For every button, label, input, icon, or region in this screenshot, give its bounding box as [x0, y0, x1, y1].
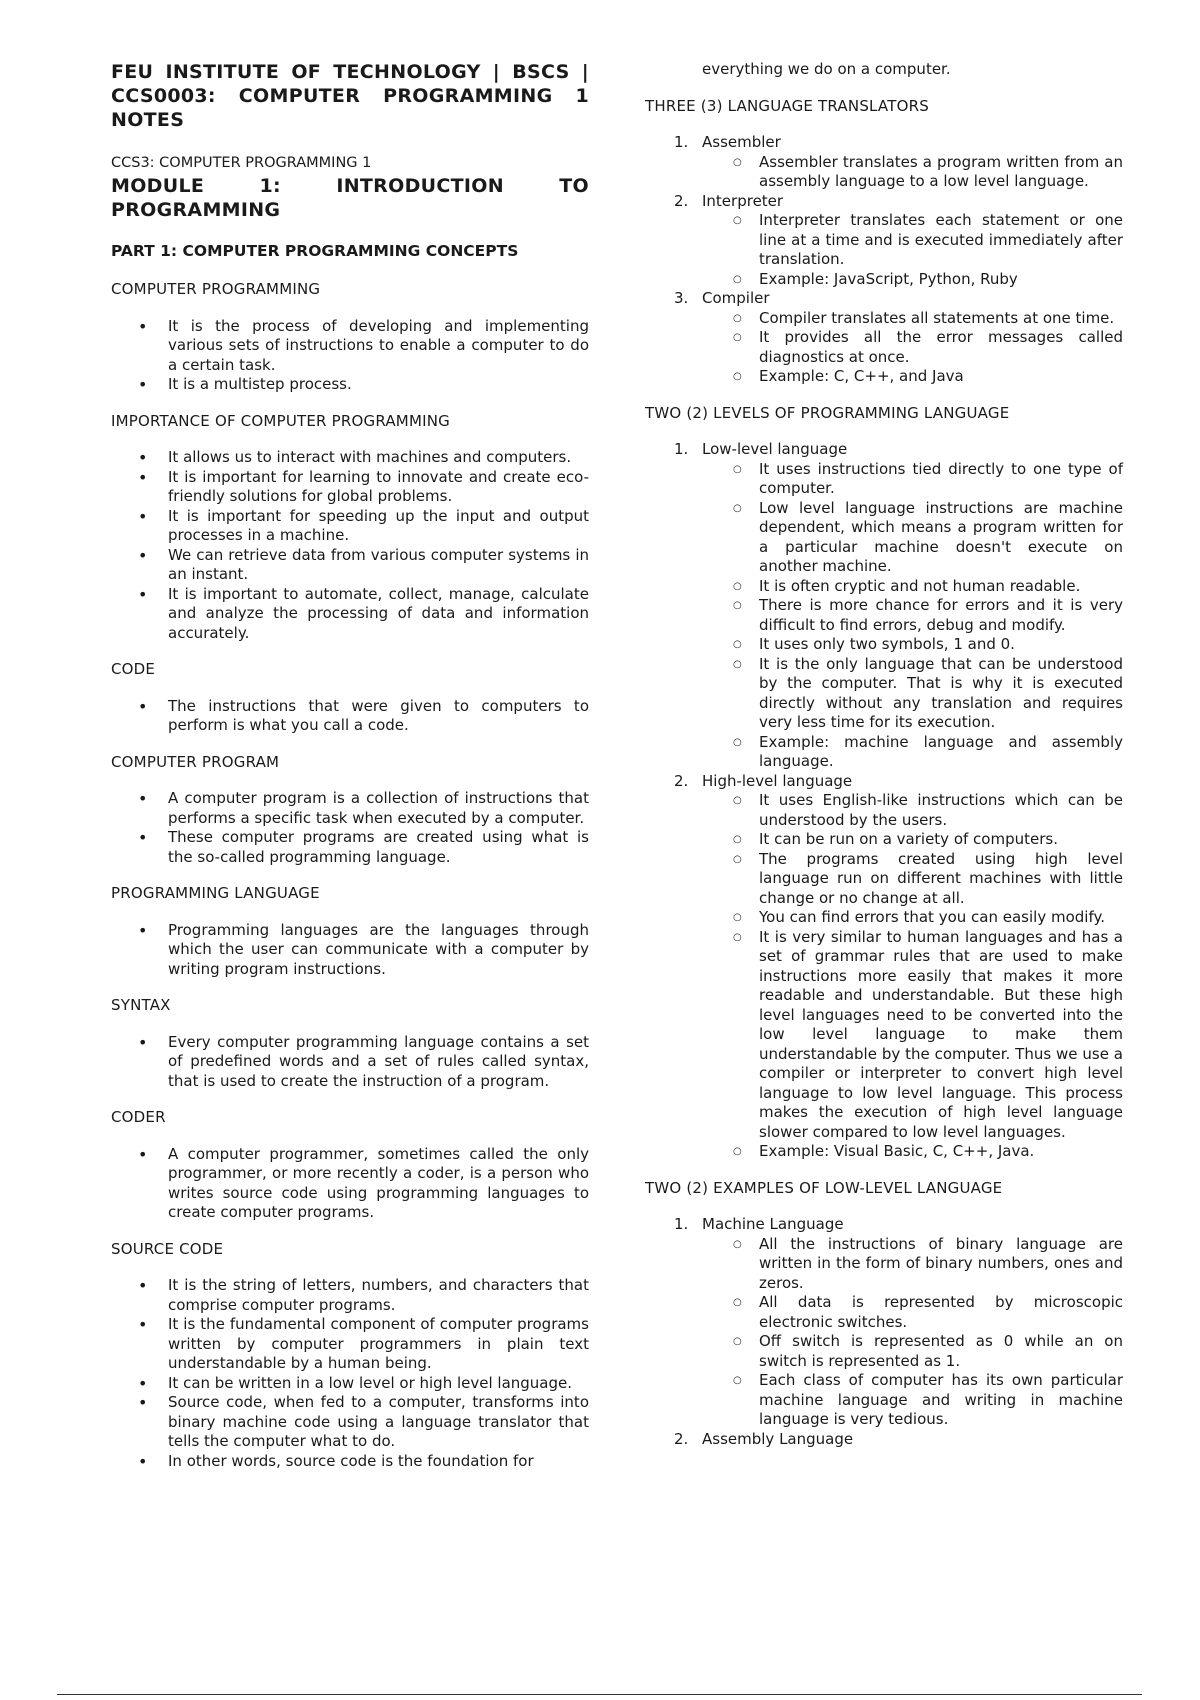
- numbered-item: [645, 192, 1123, 290]
- sub-item: ○ You can find errors that you can easily modify.: [759, 908, 1123, 928]
- item-number: 2.: [674, 1429, 689, 1448]
- sub-item: ○ It uses English-like instructions which can be understood by the users.: [759, 791, 1123, 830]
- bullet-list: [111, 448, 589, 643]
- sub-item: ○ It uses only two symbols, 1 and 0.: [759, 635, 1123, 655]
- sub-list: [702, 211, 1123, 289]
- bullet-list: [111, 789, 589, 867]
- numbered-list: [645, 133, 1123, 387]
- item-label: Compiler: [702, 289, 770, 307]
- list-item: • These computer programs are created using what is the so-called programming language.: [168, 828, 589, 867]
- part-heading: PART 1: COMPUTER PROGRAMMING CONCEPTS: [111, 241, 519, 260]
- sub-item: ○ It can be run on a variety of computers.: [759, 830, 1123, 850]
- sub-item: ○ There is more chance for errors and it is very difficult to find errors, debug and modify.: [759, 596, 1123, 635]
- document-title: FEU INSTITUTE OF TECHNOLOGY | BSCS | CCS0003: COMPUTER PROGRAMMING 1 NOTES: [111, 61, 589, 131]
- sub-item: ○ It uses instructions tied directly to one type of computer.: [759, 460, 1123, 499]
- list-item: • It is the process of developing and implementing various sets of instructions to enable a computer to do a certain task.: [168, 317, 589, 376]
- sub-item: ○ Example: JavaScript, Python, Ruby: [759, 270, 1123, 290]
- sub-list: [702, 791, 1123, 1162]
- footer-rule: [57, 1694, 1142, 1695]
- course-code: CCS3: COMPUTER PROGRAMMING 1: [111, 155, 372, 171]
- numbered-item: [645, 133, 1123, 192]
- sub-item: ○ It is very similar to human languages and has a set of grammar rules that are used to make instructions more easily that makes it more readable and understandable. But these high level languages need to be converted into the low level language to make them understandable by the computer. Thus we use a compiler or interpreter to convert high level language to low level language. This process makes the execution of high level language slower compared to low level languages.: [759, 928, 1123, 1143]
- list-item: • Every computer programming language contains a set of predefined words and a set of rules called syntax, that is used to create the instruction of a program.: [168, 1033, 589, 1092]
- section-heading: SOURCE CODE: [111, 1239, 224, 1258]
- section-heading: TWO (2) EXAMPLES OF LOW-LEVEL LANGUAGE: [645, 1178, 1003, 1197]
- section-heading: CODE: [111, 660, 156, 678]
- sub-item: ○ Each class of computer has its own particular machine language and writing in machine language is very tedious.: [759, 1371, 1123, 1430]
- item-number: 2.: [674, 191, 689, 210]
- bullet-list: [111, 317, 589, 395]
- sub-item: ○ Example: C, C++, and Java: [759, 367, 1123, 387]
- list-item: • In other words, source code is the foundation for: [168, 1452, 589, 1472]
- left-column: [111, 60, 589, 1488]
- sub-list: [702, 460, 1123, 772]
- list-item: • Source code, when fed to a computer, transforms into binary machine code using a language translator that tells the computer what to do.: [168, 1393, 589, 1452]
- list-item: • It is a multistep process.: [168, 375, 589, 395]
- item-number: 3.: [674, 289, 689, 307]
- numbered-item: [645, 440, 1123, 772]
- section-heading: IMPORTANCE OF COMPUTER PROGRAMMING: [111, 411, 450, 430]
- item-number: 1.: [674, 133, 689, 151]
- item-label: Low-level language: [702, 440, 848, 458]
- list-item: • It is the string of letters, numbers, and characters that comprise computer programs.: [168, 1276, 589, 1315]
- list-item: • Programming languages are the languages through which the user can communicate with a computer by writing program instructions.: [168, 921, 589, 980]
- section-heading: THREE (3) LANGUAGE TRANSLATORS: [645, 96, 929, 115]
- list-item: • A computer program is a collection of instructions that performs a specific task when executed by a computer.: [168, 789, 589, 828]
- list-item: • It can be written in a low level or high level language.: [168, 1374, 589, 1394]
- numbered-list: [645, 1215, 1123, 1449]
- section-heading: TWO (2) LEVELS OF PROGRAMMING LANGUAGE: [645, 403, 1010, 422]
- numbered-item: [645, 1430, 1123, 1450]
- module-title: MODULE 1: INTRODUCTION TO: [111, 174, 589, 197]
- item-label: Machine Language: [702, 1215, 844, 1233]
- list-item: • It is important to automate, collect, manage, calculate and analyze the processing of data and information accurately.: [168, 585, 589, 644]
- item-label: Interpreter: [702, 191, 784, 210]
- item-label: Assembler: [702, 133, 781, 151]
- continued-text: everything we do on a computer.: [702, 60, 951, 78]
- sub-item: ○ Off switch is represented as 0 while an on switch is represented as 1.: [759, 1332, 1123, 1371]
- sub-item: ○ Assembler translates a program written from an assembly language to a low level language.: [759, 153, 1123, 192]
- item-number: 2.: [674, 771, 689, 790]
- sub-item: ○ Low level language instructions are machine dependent, which means a program written for a particular machine doesn't execute on another machine.: [759, 499, 1123, 577]
- section-heading: PROGRAMMING LANGUAGE: [111, 884, 320, 902]
- bullet-list: [111, 697, 589, 736]
- list-item: • A computer programmer, sometimes called the only programmer, or more recently a coder, is a person who writes source code using programming languages to create computer programs.: [168, 1145, 589, 1223]
- sub-list: [702, 1235, 1123, 1430]
- sub-item: ○ All data is represented by microscopic electronic switches.: [759, 1293, 1123, 1332]
- numbered-list: [645, 440, 1123, 1162]
- numbered-item: [645, 772, 1123, 1162]
- section-heading: SYNTAX: [111, 996, 171, 1014]
- item-label: High-level language: [702, 771, 853, 790]
- numbered-item: [645, 289, 1123, 387]
- sub-list: [702, 153, 1123, 192]
- section-heading: COMPUTER PROGRAMMING: [111, 280, 321, 298]
- section-heading: COMPUTER PROGRAM: [111, 752, 280, 771]
- right-column: [645, 60, 1123, 1466]
- sub-item: ○ Compiler translates all statements at one time.: [759, 309, 1123, 329]
- sub-item: ○ Interpreter translates each statement or one line at a time and is executed immediately after translation.: [759, 211, 1123, 270]
- list-item: • It is important for speeding up the input and output processes in a machine.: [168, 507, 589, 546]
- sub-item: ○ It provides all the error messages called diagnostics at once.: [759, 328, 1123, 367]
- list-item: • It is important for learning to innovate and create eco-friendly solutions for global problems.: [168, 468, 589, 507]
- item-number: 1.: [674, 1215, 689, 1233]
- sub-list: [702, 309, 1123, 387]
- numbered-item: [645, 1215, 1123, 1430]
- module-title-continued: PROGRAMMING: [111, 198, 281, 221]
- bullet-list: [111, 921, 589, 980]
- sub-item: ○ It is often cryptic and not human readable.: [759, 577, 1123, 597]
- list-item: • It is the fundamental component of computer programs written by computer programmers in plain text understandable by a human being.: [168, 1315, 589, 1374]
- list-item: • It allows us to interact with machines and computers.: [168, 448, 589, 468]
- sub-item: ○ It is the only language that can be understood by the computer. That is why it is executed directly without any translation and requires very less time for its execution.: [759, 655, 1123, 733]
- item-label: Assembly Language: [702, 1429, 854, 1448]
- bullet-list: [111, 1033, 589, 1092]
- list-item: • The instructions that were given to computers to perform is what you call a code.: [168, 697, 589, 736]
- sub-item: ○ The programs created using high level language run on different machines with little change or no change at all.: [759, 850, 1123, 909]
- item-number: 1.: [674, 440, 689, 458]
- sub-item: ○ Example: Visual Basic, C, C++, Java.: [759, 1142, 1123, 1162]
- sub-item: ○ All the instructions of binary language are written in the form of binary numbers, ones and zeros.: [759, 1235, 1123, 1294]
- bullet-list: [111, 1276, 589, 1471]
- section-heading: CODER: [111, 1108, 166, 1126]
- list-item: • We can retrieve data from various computer systems in an instant.: [168, 546, 589, 585]
- bullet-list: [111, 1145, 589, 1223]
- sub-item: ○ Example: machine language and assembly language.: [759, 733, 1123, 772]
